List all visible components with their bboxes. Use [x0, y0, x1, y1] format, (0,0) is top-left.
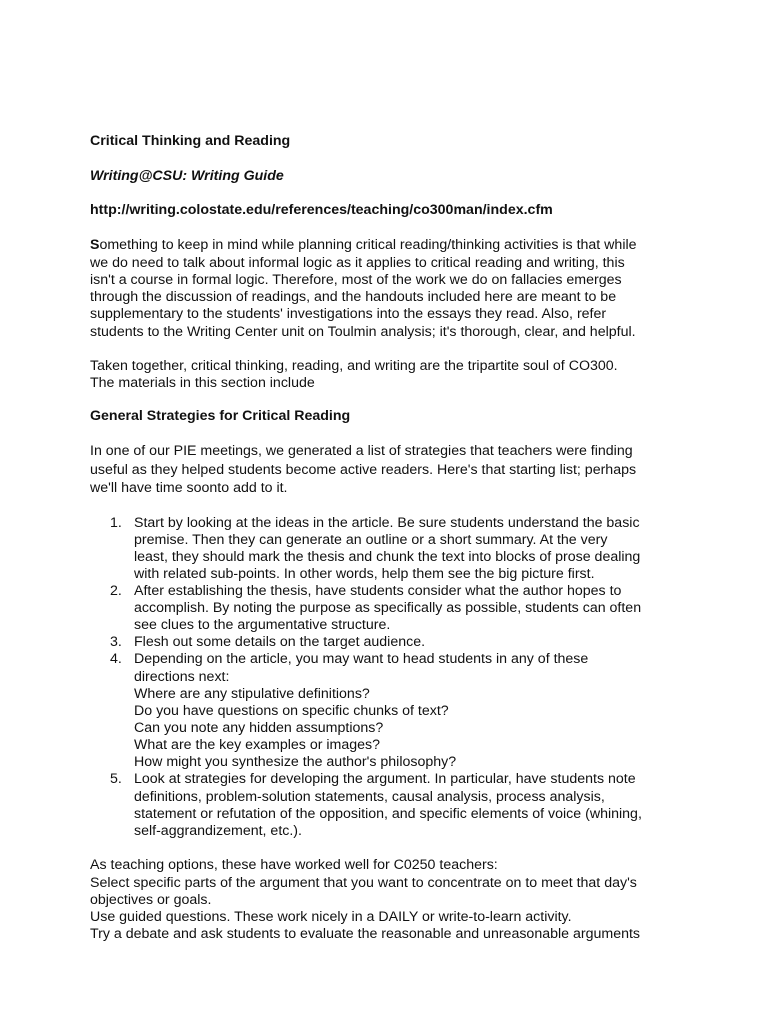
list-item-3-line-1: Flesh out some details on the target audience. [134, 634, 426, 650]
section-intro-line-1 [90, 443, 633, 460]
section-intro-line-1-text: n one of our PIE meetings, we generated a list of strategies that teachers were finding [93, 443, 633, 459]
list-item-4-line-6: What are the key examples or images? [134, 737, 381, 753]
list-item-4-line-3: Where are any stipulative definitions? [134, 686, 370, 702]
intro-line-1 [90, 237, 637, 254]
options-line-1: As teaching options, these have worked well for C0250 teachers: [90, 857, 498, 873]
list-item-1-number: 1. [110, 515, 122, 531]
intro-line-3: isn't a course in formal logic. Therefore, most of the work we do on fallacies emerges [90, 272, 622, 288]
summary-line-2: The materials in this section include [90, 375, 315, 391]
list-item-1-line-2: premise. Then they can generate an outline or a short summary. At the very [134, 532, 608, 548]
list-item-1-line-1: Start by looking at the ideas in the article. Be sure students understand the basic [134, 515, 640, 531]
section-heading: General Strategies for Critical Reading [90, 408, 351, 424]
list-item-5-line-2: definitions, problem-solution statements, causal analysis, process analysis, [134, 789, 605, 805]
intro-line-6: students to the Writing Center unit on Toulmin analysis; it's thorough, clear, and helpful. [90, 324, 636, 340]
document-title: Critical Thinking and Reading [90, 133, 291, 149]
intro-line-1-text: omething to keep in mind while planning critical reading/thinking activities is that while [99, 237, 637, 253]
list-item-4-line-4: Do you have questions on specific chunks of text? [134, 703, 449, 719]
options-line-3: objectives or goals. [90, 892, 212, 908]
section-intro-line-2: useful as they helped students become active readers. Here's that starting list; perhaps [90, 462, 637, 478]
section-intro-drop-cap: I [90, 443, 94, 459]
document-subtitle: Writing@CSU: Writing Guide [90, 168, 284, 184]
list-item-5-line-4: self-aggrandizement, etc.). [134, 823, 302, 839]
list-item-2-line-3: see clues to the argumentative structure. [134, 617, 391, 633]
section-intro-line-3: we'll have time soonto add to it. [90, 480, 288, 496]
options-line-5: Try a debate and ask students to evaluate the reasonable and unreasonable arguments [90, 926, 641, 942]
list-item-4-line-7: How might you synthesize the author's philosophy? [134, 754, 457, 770]
list-item-3-number: 3. [110, 634, 122, 650]
list-item-4-number: 4. [110, 651, 122, 667]
options-line-4: Use guided questions. These work nicely in a DAILY or write-to-learn activity. [90, 909, 572, 925]
list-item-4-line-5: Can you note any hidden assumptions? [134, 720, 384, 736]
intro-line-4: through the discussion of readings, and the handouts included here are meant to be [90, 289, 617, 305]
list-item-2-line-2: accomplish. By noting the purpose as specifically as possible, students can often [134, 600, 642, 616]
list-item-5-number: 5. [110, 771, 122, 787]
list-item-4-line-1: Depending on the article, you may want to head students in any of these [134, 651, 589, 667]
list-item-5-line-3: statement or refutation of the opposition, and specific elements of voice (whining, [134, 806, 642, 822]
list-item-1-line-4: with related sub-points. In other words, help them see the big picture first. [134, 566, 595, 582]
list-item-2-line-1: After establishing the thesis, have students consider what the author hopes to [134, 583, 622, 599]
intro-line-5: supplementary to the students' investigations into the essays they read. Also, refer [90, 306, 607, 322]
summary-line-1: Taken together, critical thinking, reading, and writing are the tripartite soul of CO300. [90, 358, 618, 374]
options-line-2: Select specific parts of the argument that you want to concentrate on to meet that day's [90, 875, 637, 891]
list-item-4-line-2: directions next: [134, 669, 230, 685]
list-item-5-line-1: Look at strategies for developing the argument. In particular, have students note [134, 771, 636, 787]
document-url: http://writing.colostate.edu/references/teaching/co300man/index.cfm [90, 202, 553, 218]
intro-drop-cap: S [90, 237, 100, 253]
list-item-1-line-3: least, they should mark the thesis and chunk the text into blocks of prose dealing [134, 549, 641, 565]
intro-line-2: we do need to talk about informal logic as it applies to critical reading and writing, this [90, 255, 625, 271]
list-item-2-number: 2. [110, 583, 122, 599]
